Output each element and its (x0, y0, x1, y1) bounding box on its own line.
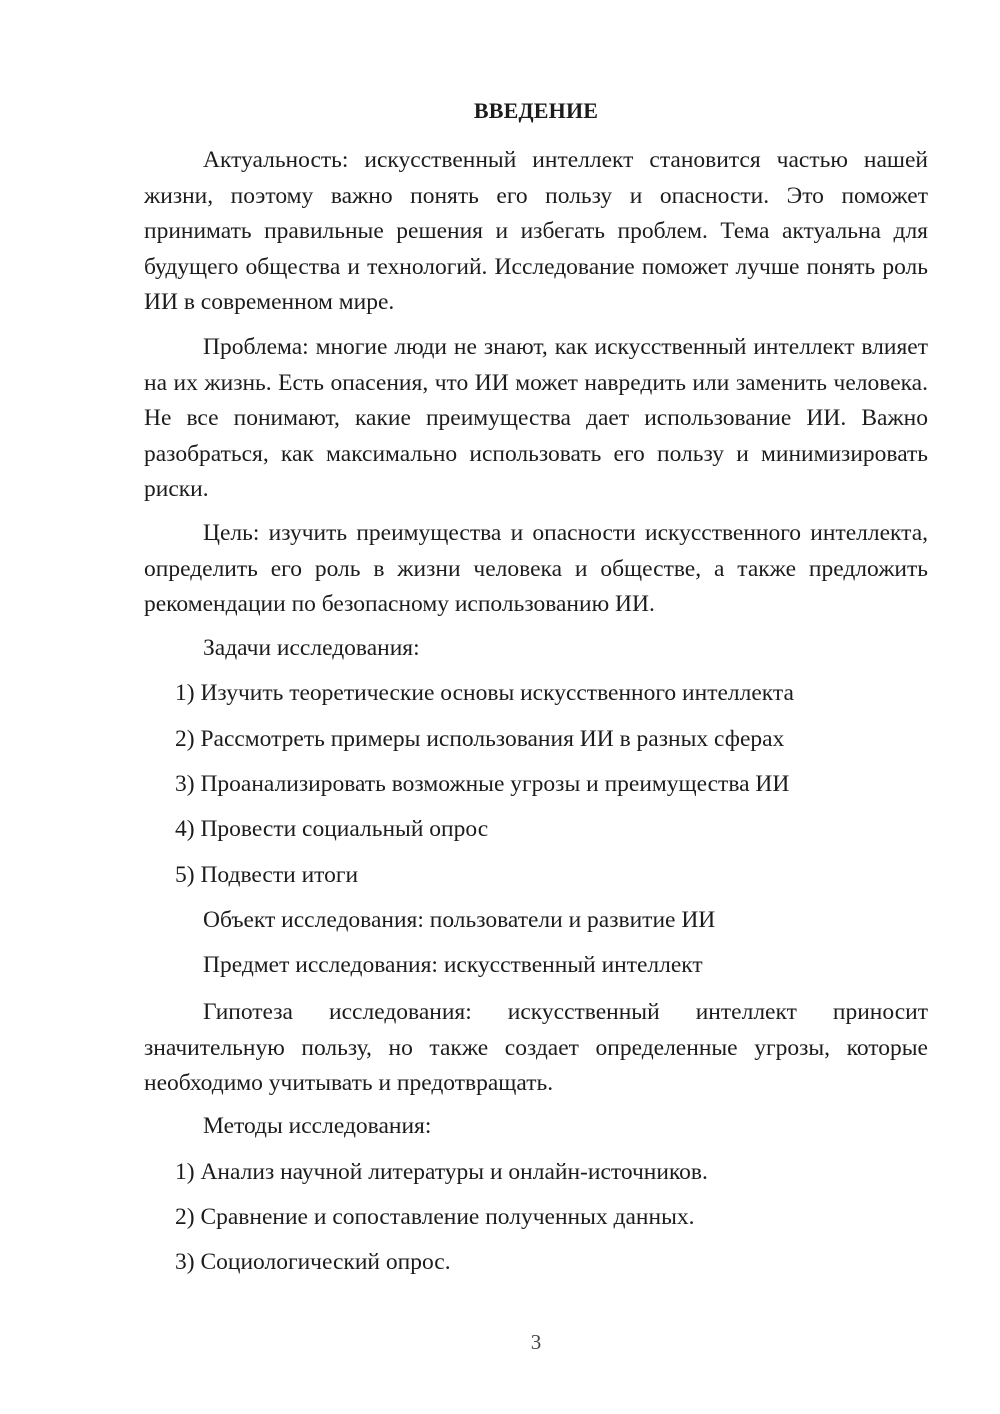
method-item: 1) Анализ научной литературы и онлайн-источников. (175, 1159, 708, 1185)
research-object: Объект исследования: пользователи и развитие ИИ (203, 907, 716, 933)
task-item: 1) Изучить теоретические основы искусственного интеллекта (175, 680, 794, 706)
task-item: 4) Провести социальный опрос (175, 816, 489, 842)
methods-heading: Методы исследования: (203, 1113, 432, 1139)
task-item: 3) Проанализировать возможные угрозы и преимущества ИИ (175, 771, 790, 797)
method-item: 2) Сравнение и сопоставление полученных данных. (175, 1204, 695, 1230)
research-subject: Предмет исследования: искусственный интеллект (203, 952, 703, 978)
task-item: 5) Подвести итоги (175, 862, 359, 888)
method-item: 3) Социологический опрос. (175, 1249, 451, 1275)
tasks-heading: Задачи исследования: (203, 635, 420, 661)
document-page (144, 0, 928, 1414)
hypothesis-paragraph: Гипотеза исследования: искусственный интеллект приносит значительную пользу, но также создает определенные угрозы, которые необходимо учитывать и предотвращать. (144, 999, 928, 1096)
page-title: ВВЕДЕНИЕ (473, 98, 599, 123)
problem-paragraph: Проблема: многие люди не знают, как искусственный интеллект влияет на их жизнь. Есть опасения, что ИИ может навредить или заменить человека. Не все понимают, какие преимущества дает использование ИИ. Важно разобраться, как максимально использовать его пользу и минимизировать риски. (144, 334, 928, 502)
page-number: 3 (530, 1330, 542, 1354)
goal-paragraph: Цель: изучить преимущества и опасности искусственного интеллекта, определить его роль в жизни человека и обществе, а также предложить рекомендации по безопасному использованию ИИ. (144, 520, 928, 617)
relevance-paragraph: Актуальность: искусственный интеллект становится частью нашей жизни, поэтому важно понять его пользу и опасности. Это поможет принимать правильные решения и избегать проблем. Тема актуальна для будущего общества и технологий. Исследование поможет лучше понять роль ИИ в современном мире. (144, 147, 928, 315)
task-item: 2) Рассмотреть примеры использования ИИ в разных сферах (175, 726, 785, 752)
